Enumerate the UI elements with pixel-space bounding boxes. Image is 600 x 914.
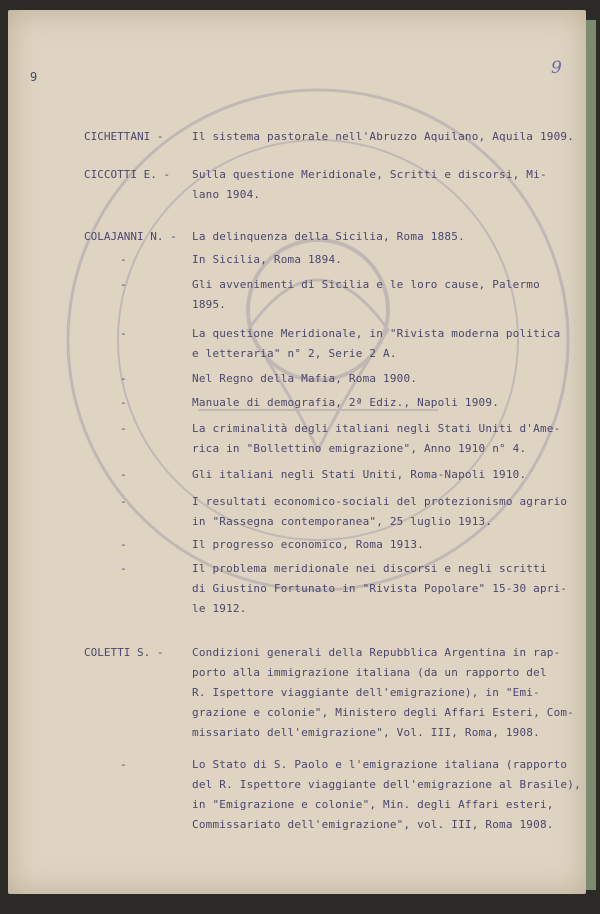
- entry-line: La questione Meridionale, in "Rivista moderna politica: [192, 327, 561, 340]
- entry-line: 1895.: [192, 298, 227, 311]
- entry-dash: -: [120, 758, 127, 771]
- entry-dash: -: [120, 538, 127, 551]
- entry-dash: -: [120, 372, 127, 385]
- entry-line: grazione e colonie", Ministero degli Affari Esteri, Com-: [192, 706, 575, 719]
- entry-line: Gli avvenimenti di Sicilia e le loro cause, Palermo: [192, 278, 540, 291]
- entry-line: Lo Stato di S. Paolo e l'emigrazione italiana (rapporto: [192, 758, 568, 771]
- page-number-left: 9: [30, 70, 38, 84]
- entry-line: e letteraria" n° 2, Serie 2 A.: [192, 347, 397, 360]
- entry-line: Il progresso economico, Roma 1913.: [192, 538, 424, 551]
- entry-dash: -: [120, 327, 127, 340]
- entry-dash: -: [120, 562, 127, 575]
- page-edge: [586, 20, 596, 890]
- entry-line: rica in "Bollettino emigrazione", Anno 1910 n° 4.: [192, 442, 527, 455]
- entry-dash: -: [120, 468, 127, 481]
- entry-line: di Giustino Fortunato in "Rivista Popolare" 15-30 apri-: [192, 582, 568, 595]
- entry-line: Condizioni generali della Repubblica Argentina in rap-: [192, 646, 561, 659]
- entry-line: in "Rassegna contemporanea", 25 luglio 1913.: [192, 515, 493, 528]
- entry-line: lano 1904.: [192, 188, 261, 201]
- entry-line: In Sicilia, Roma 1894.: [192, 253, 343, 266]
- entry-line: porto alla immigrazione italiana (da un rapporto del: [192, 666, 547, 679]
- entry-line: La criminalità degli italiani negli Stati Uniti d'Ame-: [192, 422, 561, 435]
- entry-line: Il sistema pastorale nell'Abruzzo Aquilano, Aquila 1909.: [192, 130, 575, 143]
- entry-line: Manuale di demografia, 2ª Ediz., Napoli 1909.: [192, 396, 500, 409]
- entry-dash: -: [120, 396, 127, 409]
- entry-line: del R. Ispettore viaggiante dell'emigrazione al Brasile),: [192, 778, 581, 791]
- entry-line: le 1912.: [192, 602, 247, 615]
- entry-line: missariato dell'emigrazione", Vol. III, Roma, 1908.: [192, 726, 540, 739]
- entry-author: CICCOTTI E. -: [84, 168, 171, 181]
- entry-author: COLAJANNI N. -: [84, 230, 177, 243]
- entry-author: COLETTI S. -: [84, 646, 164, 659]
- entry-dash: -: [120, 422, 127, 435]
- document-page: [8, 10, 586, 894]
- entry-line: Commissariato dell'emigrazione", vol. III, Roma 1908.: [192, 818, 554, 831]
- entry-line: Nel Regno della Mafia, Roma 1900.: [192, 372, 418, 385]
- entry-dash: -: [120, 495, 127, 508]
- entry-line: Il problema meridionale nei discorsi e negli scritti: [192, 562, 547, 575]
- entry-line: R. Ispettore viaggiante dell'emigrazione), in "Emi-: [192, 686, 540, 699]
- entry-dash: -: [120, 278, 127, 291]
- entry-line: I resultati economico-sociali del protezionismo agrario: [192, 495, 568, 508]
- entry-line: Sulla questione Meridionale, Scritti e discorsi, Mi-: [192, 168, 547, 181]
- entry-author: CICHETTANI -: [84, 130, 164, 143]
- entry-line: in "Emigrazione e colonie", Min. degli Affari esteri,: [192, 798, 554, 811]
- entry-dash: -: [120, 253, 127, 266]
- page-number-handwritten: 9: [551, 58, 562, 78]
- entry-line: La delinquenza della Sicilia, Roma 1885.: [192, 230, 465, 243]
- entry-line: Gli italiani negli Stati Uniti, Roma-Napoli 1910.: [192, 468, 527, 481]
